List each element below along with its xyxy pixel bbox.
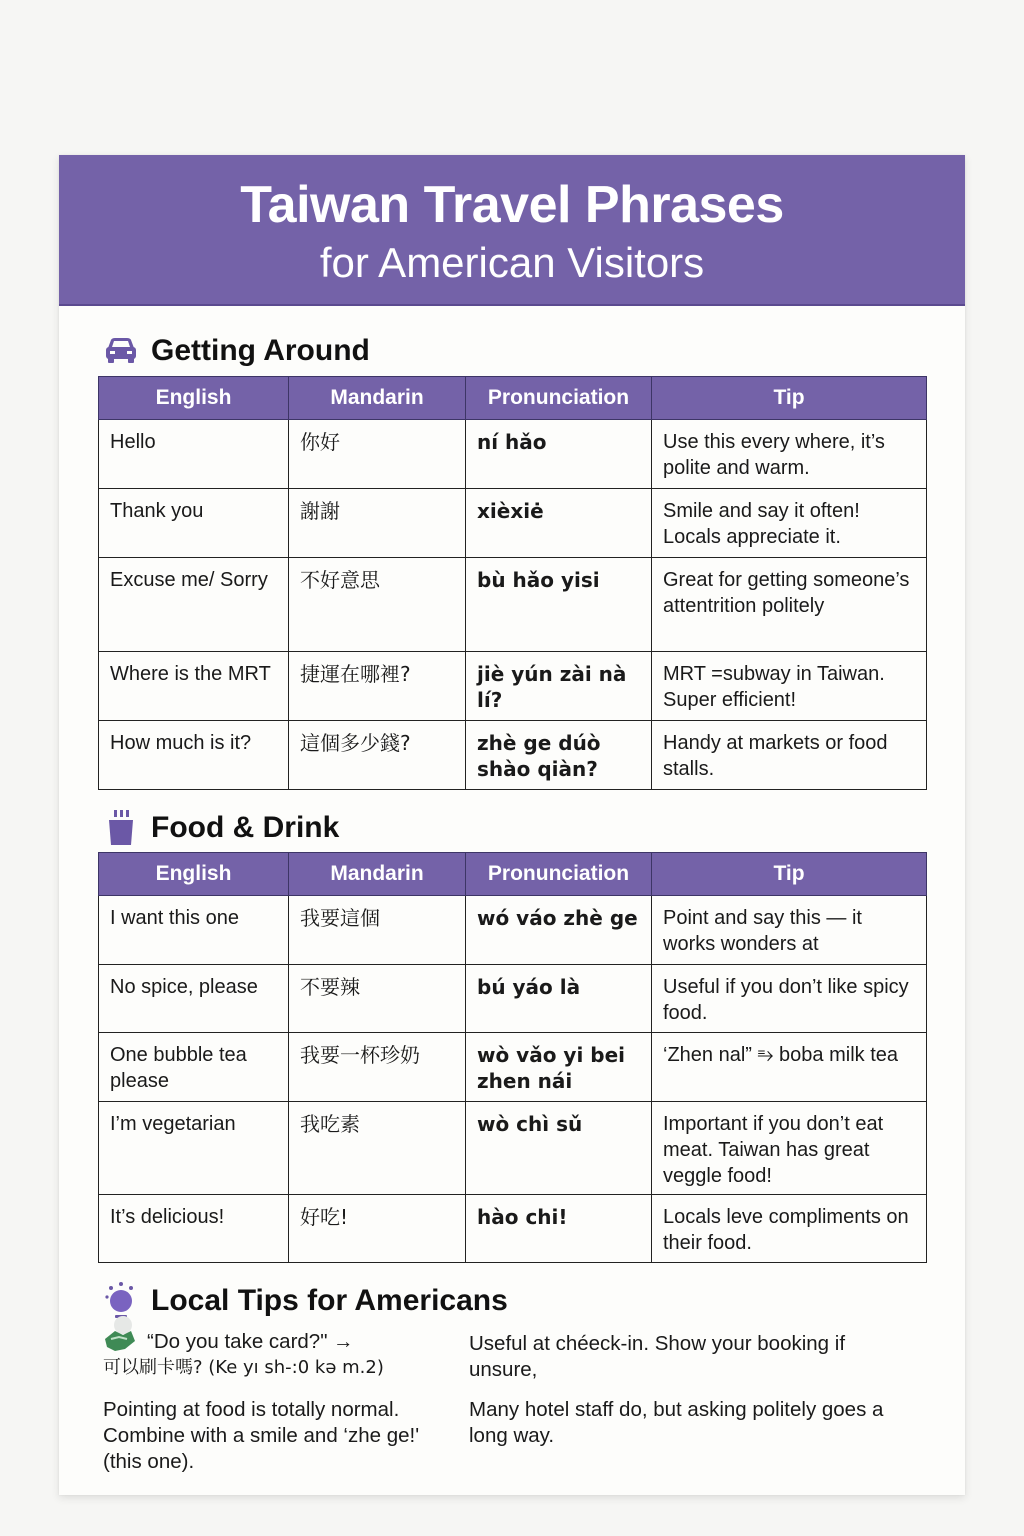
tip-cell: Handy at markets or food stalls.	[652, 721, 927, 790]
mandarin-cell: 不要辣	[289, 965, 466, 1033]
food-drink-table	[98, 852, 927, 1263]
column-header-pronunciation: Pronunciation	[466, 377, 652, 420]
pronunciation-cell: xièxiė	[466, 489, 652, 558]
english-cell: How much is it?	[99, 721, 289, 790]
pronunciation-cell: bú yáo là	[466, 965, 652, 1033]
table-row	[99, 721, 927, 790]
mandarin-cell: 你好	[289, 420, 466, 489]
tip-cell: Smile and say it often! Locals appreciate it.	[652, 489, 927, 558]
tip-cell: Useful if you don’t like spicy food.	[652, 965, 927, 1033]
column-header-mandarin: Mandarin	[289, 377, 466, 420]
table-row	[99, 652, 927, 721]
table-row	[99, 420, 927, 489]
cup-icon	[103, 810, 139, 846]
english-cell: I’m vegetarian	[99, 1102, 289, 1195]
tip-cell: Great for getting someone’s attentrition politely	[652, 558, 927, 652]
table-row	[99, 1195, 927, 1263]
pronunciation-cell: ní hǎo	[466, 420, 652, 489]
column-header-mandarin: Mandarin	[289, 853, 466, 896]
tip-cell: Locals leve compliments on their food.	[652, 1195, 927, 1263]
mandarin-cell: 我吃素	[289, 1102, 466, 1195]
tip-cell: Use this every where, it’s polite and warm.	[652, 420, 927, 489]
pronunciation-cell: wó váo zhè ge	[466, 896, 652, 965]
tip-item-pointing: Pointing at food is totally normal. Combine with a smile and ‘zhe ge!' (this one).	[103, 1398, 420, 1473]
column-header-tip: Tip	[652, 377, 927, 420]
section-title: Local Tips for Americans	[151, 1284, 508, 1317]
header-banner	[59, 155, 965, 306]
car-icon	[103, 333, 139, 369]
section-heading-getting-around	[103, 331, 370, 371]
tip-cell: Important if you don’t eat meat. Taiwan has great veggle food!	[652, 1102, 927, 1195]
table-row	[99, 896, 927, 965]
table-row	[99, 489, 927, 558]
lightbulb-icon	[103, 1283, 139, 1319]
table-row	[99, 1033, 927, 1102]
mandarin-cell: 我要這個	[289, 896, 466, 965]
mandarin-cell: 謝謝	[289, 489, 466, 558]
english-cell: Excuse me/ Sorry	[99, 558, 289, 652]
tip-text-mandarin: 可以刷卡嗎? (Ke yı sh-:0 kə m.2)	[103, 1357, 384, 1378]
english-cell: I want this one	[99, 896, 289, 965]
tip-item-card-question	[103, 1329, 453, 1381]
table-header-row	[99, 853, 927, 896]
section-heading-food-drink	[103, 808, 339, 848]
english-cell: No spice, please	[99, 965, 289, 1033]
english-cell: One bubble tea please	[99, 1033, 289, 1102]
table-row	[99, 965, 927, 1033]
tip-cell: ‘Zhen nal” ⥱ boba milk tea	[652, 1033, 927, 1102]
english-cell: Where is the MRT	[99, 652, 289, 721]
page-title: Taiwan Travel Phrases	[240, 176, 784, 234]
pronunciation-cell: wò chì sǔ	[466, 1102, 652, 1195]
table-row	[99, 1102, 927, 1195]
tip-cell: MRT =subway in Taiwan. Super efficient!	[652, 652, 927, 721]
english-cell: Hello	[99, 420, 289, 489]
column-header-english: English	[99, 377, 289, 420]
section-title: Food & Drink	[151, 811, 340, 844]
section-heading-local-tips	[103, 1281, 508, 1321]
mandarin-cell: 不好意思	[289, 558, 466, 652]
column-header-english: English	[99, 853, 289, 896]
money-icon	[101, 1315, 139, 1362]
column-header-tip: Tip	[652, 853, 927, 896]
tip-item-hotel-staff: Many hotel staff do, but asking politely goes a long way.	[469, 1398, 884, 1447]
tip-item-checkin: Useful at chéeck-in. Show your booking if unsure,	[469, 1332, 846, 1381]
table-row	[99, 558, 927, 652]
english-cell: It’s delicious!	[99, 1195, 289, 1263]
mandarin-cell: 這個多少錢?	[289, 721, 466, 790]
mandarin-cell: 捷運在哪裡?	[289, 652, 466, 721]
section-title: Getting Around	[151, 334, 370, 367]
pronunciation-cell: jiè yún zài nà lí?	[466, 652, 652, 721]
getting-around-table	[98, 376, 927, 790]
tip-cell: Point and say this — it works wonders at	[652, 896, 927, 965]
column-header-pronunciation: Pronunciation	[466, 853, 652, 896]
table-header-row	[99, 377, 927, 420]
tip-text: “Do you take card?" →	[147, 1330, 354, 1353]
mandarin-cell: 我要一杯珍奶	[289, 1033, 466, 1102]
phrase-card	[59, 155, 965, 1495]
mandarin-cell: 好吃!	[289, 1195, 466, 1263]
pronunciation-cell: bù hǎo yisi	[466, 558, 652, 652]
pronunciation-cell: wò vǎo yi bei zhen nái	[466, 1033, 652, 1102]
page-subtitle: for American Visitors	[319, 239, 705, 286]
pronunciation-cell: zhè ge dúò shào qiàn?	[466, 721, 652, 790]
english-cell: Thank you	[99, 489, 289, 558]
pronunciation-cell: hào chi!	[466, 1195, 652, 1263]
